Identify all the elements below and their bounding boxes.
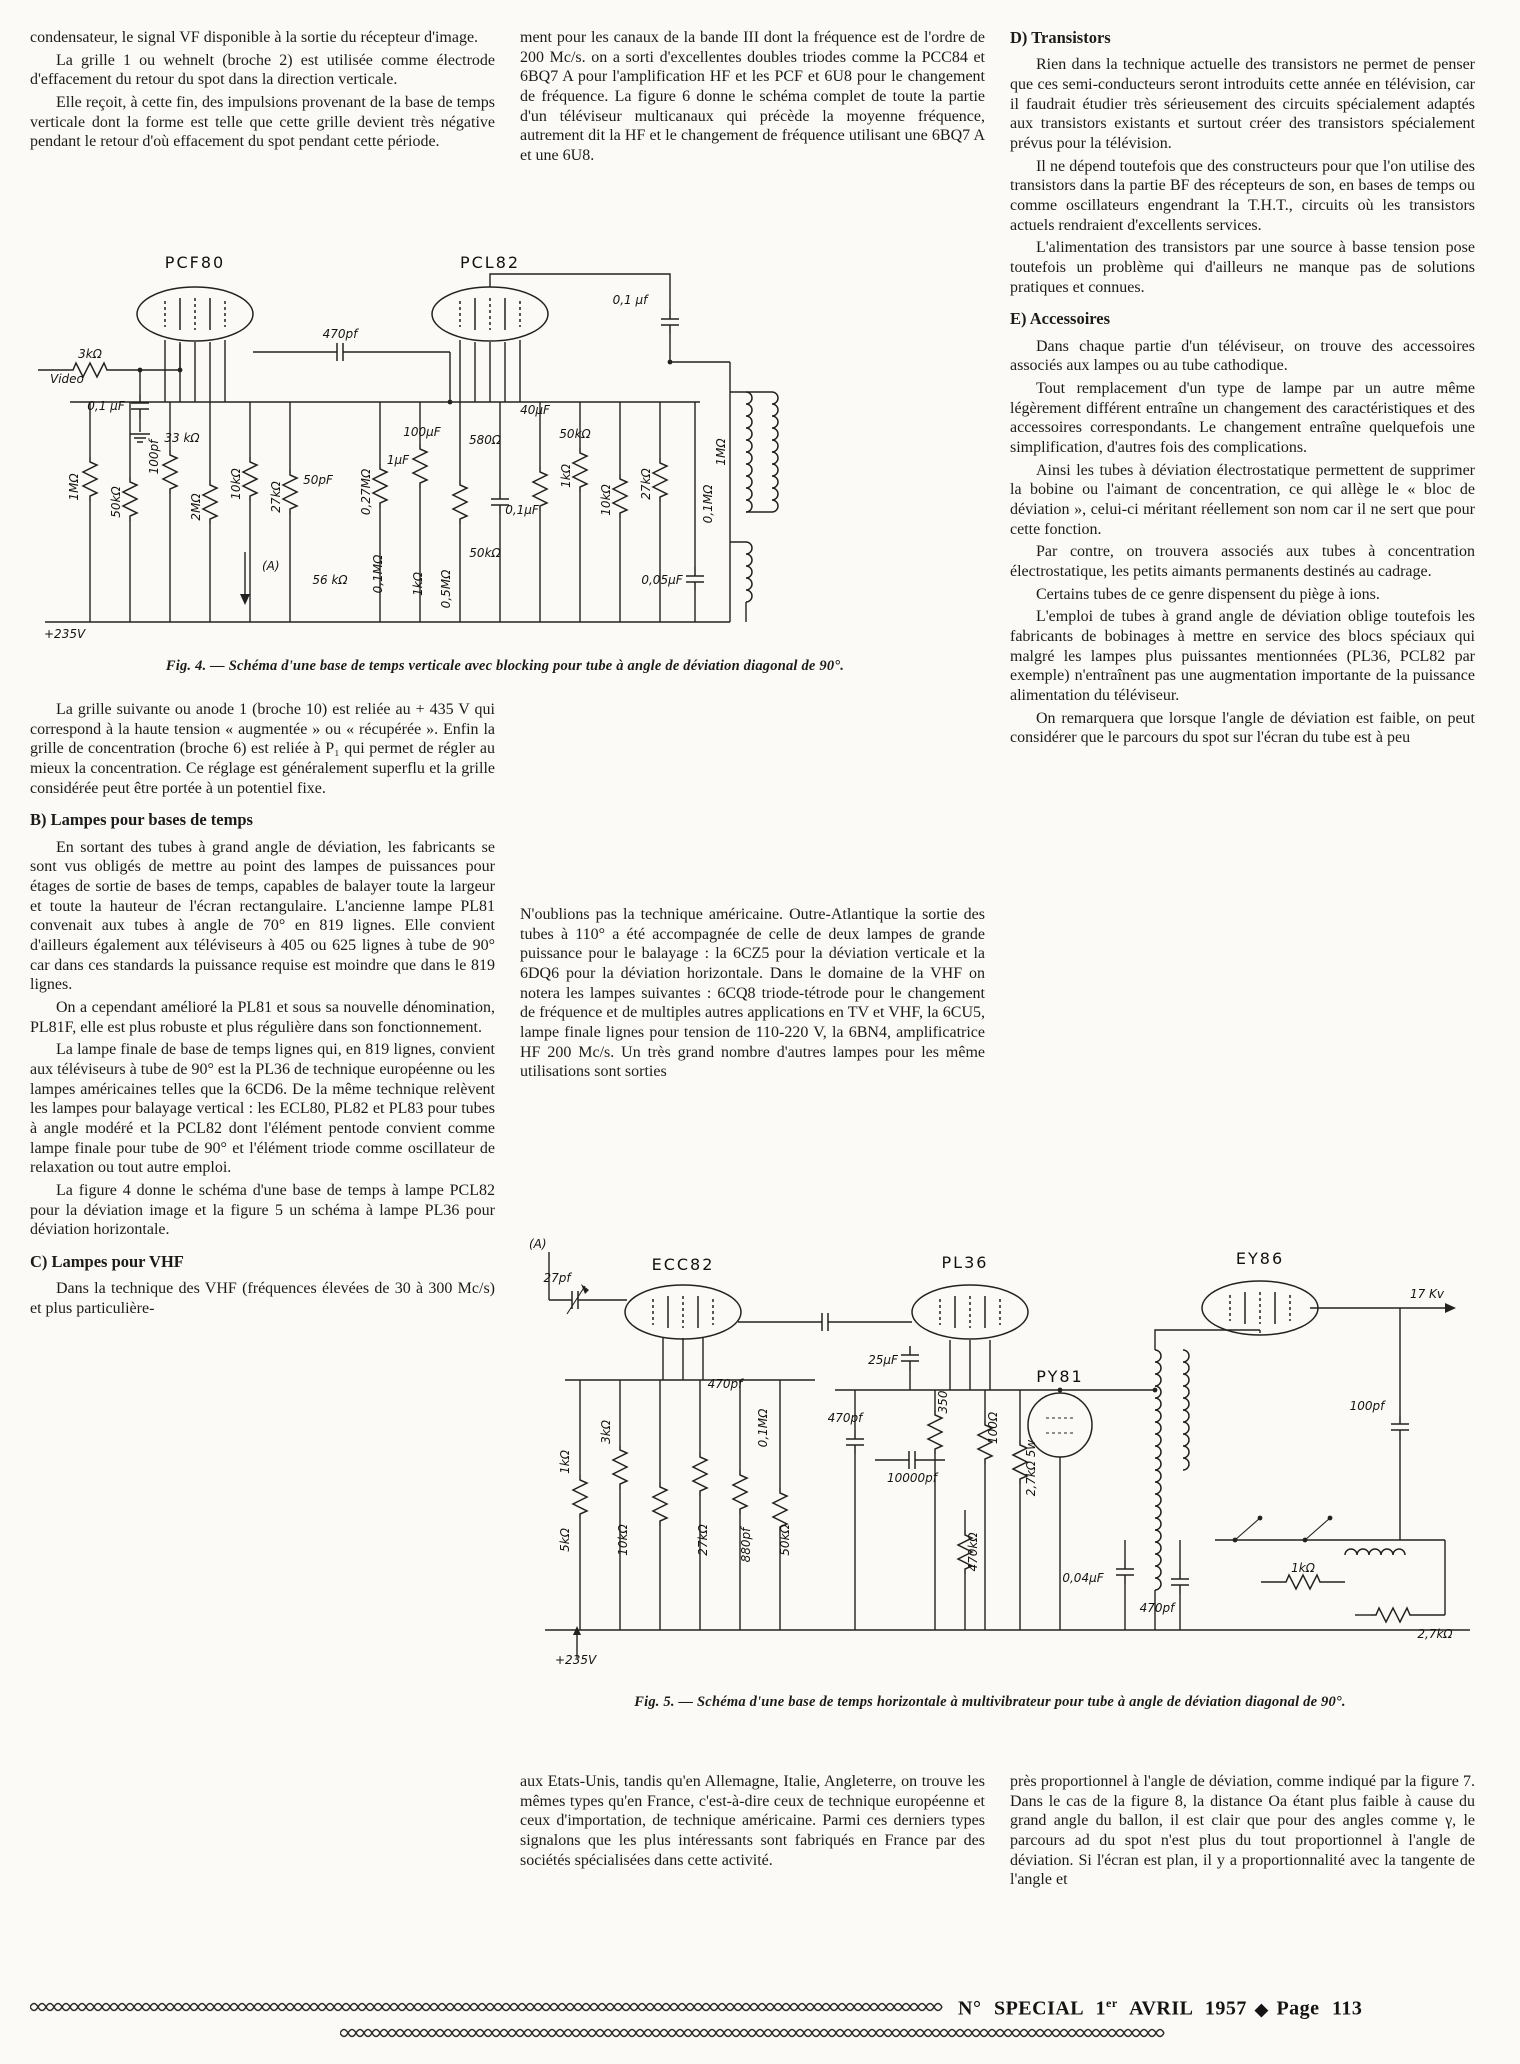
component-label: 1kΩ [559, 464, 573, 488]
input-label: Video [50, 372, 84, 386]
component-label: 470pf [1139, 1601, 1175, 1615]
component-label: 50kΩ [469, 546, 501, 560]
component-label: 1kΩ [558, 1450, 572, 1474]
component-label: 27pf [543, 1271, 571, 1285]
column-1-bottom [30, 700, 495, 1322]
circuit-components [573, 1346, 1445, 1630]
tube-label-pl36: PL36 [941, 1253, 989, 1272]
component-label: 10kΩ [616, 1524, 630, 1556]
paragraph: Par contre, on trouvera associés aux tubes à concentration électrostatique, les petits aimants permanents destinés au cadrage. [1010, 543, 1475, 581]
paragraph: Elle reçoit, à cette fin, des impulsions provenant de la base de temps verticale dont la forme est telle que cette grille devient très négative pendant le retour d'où effacement du spot pendant cette période. [30, 94, 495, 151]
component-labels [44, 293, 728, 641]
component-label: 470kΩ [966, 1532, 980, 1572]
column-3 [1010, 28, 1475, 751]
tube-pcf80 [137, 253, 253, 341]
column-2-top [520, 28, 985, 169]
component-label: 470pf [827, 1411, 863, 1425]
component-label: 40μF [520, 403, 550, 417]
tube-label-pcf80: PCF80 [164, 253, 226, 272]
paragraph: N'oublions pas la technique américaine. Outre-Atlantique la sortie des tubes à 110° a été accompagnée de celle de deux lampes de grande puissance pour le balayage : la 6CZ5 pour la déviation verticale et la 6DQ6 pour la déviation horizontale. Dans le domaine de la VHF on notera les lampes suivantes : 6CQ8 triode-tétrode pour le changement de fréquence et de multiples autres applications en TV et VHF, la 6CU5, lampe finale lignes pour tension de 110-220 V, la 6BN4, amplificatrice HF 200 Mc/s. Un très grand nombre d'autres lampes pour les même utilisations sont sorties [520, 906, 985, 1081]
node-a-label: (A) [529, 1237, 547, 1251]
paragraph: La lampe finale de base de temps lignes qui, en 819 lignes, convient aux téléviseurs à tube de 90° est la PL36 de technique européenne ou les lampes américaines telles que la 6CD6. De la même technique relèvent les lampes pour balayage vertical : les ECL80, PL82 et PL83 pour tubes à angle modéré et la PCL82 dont l'élément pentode convient comme lampe finale pour tube de 90° et l'élément triode comme oscillateur de relaxation ou tout autre emploi. [30, 1041, 495, 1177]
component-label: 1μF [386, 453, 410, 467]
section-heading-e: E) Accessoires [1010, 309, 1111, 329]
footer-issue-ordinal: er [1106, 1996, 1118, 2010]
component-label: 27kΩ [696, 1524, 710, 1556]
component-label: 0,1μF [505, 503, 539, 517]
figure-4-caption: Fig. 4. — Schéma d'une base de temps verticale avec blocking pour tube à angle de déviation diagonal de 90°. [165, 658, 845, 674]
paragraph: Dans chaque partie d'un téléviseur, on trouve des accessoires associés aux lampes ou au tube cathodique. [1010, 337, 1475, 375]
figure-4-schematic [30, 252, 980, 647]
footer-issue-prefix: N° SPECIAL 1 [958, 1997, 1107, 2020]
tube-ecc82 [625, 1255, 741, 1339]
paragraph: La grille 1 ou wehnelt (broche 2) est utilisée comme électrode d'effacement du retour du spot dans la direction verticale. [30, 51, 495, 89]
tube-label-pcl82: PCL82 [459, 253, 521, 272]
component-label: 1MΩ [714, 438, 728, 466]
paragraph: On a cependant amélioré la PL81 et sous sa nouvelle dénomination, PL81F, elle est plus robuste et plus régulière dans son fonctionnement. [30, 999, 495, 1036]
component-label: 50kΩ [778, 1524, 792, 1556]
supply-label: +235V [555, 1653, 597, 1667]
tube-label-py81: PY81 [1036, 1367, 1084, 1386]
node-a-label: (A) [262, 559, 280, 573]
paragraph: En sortant des tubes à grand angle de déviation, les fabricants se sont vus obligés de mettre au point des lampes de puissances pour étages de sortie de bases de temps, capables de balayer toute la largeur et toute la hauteur de l'écran rectangulaire. L'ancienne lampe PL81 convenait aux tubes à angle de 70° en 819 lignes. Elle convient d'ailleurs également aux téléviseurs à 405 ou 625 lignes à tube de 90° car dans ces standards la puissance requise est moindre que dans le 819 lignes. [30, 838, 495, 994]
tube-ey86 [1202, 1249, 1318, 1335]
tube-pcl82 [432, 253, 548, 341]
component-label: 0,1MΩ [701, 484, 715, 524]
column-3-bottom [1010, 1772, 1475, 1893]
component-label: 0,04μF [1062, 1571, 1104, 1585]
diamond-icon: ◆ [1254, 1999, 1269, 2019]
column-1-top [30, 28, 495, 155]
component-label: 470pf [322, 327, 358, 341]
figure-5-caption: Fig. 5. — Schéma d'une base de temps horizontale à multivibrateur pour tube à angle de déviation diagonal de 90°. [634, 1694, 1346, 1710]
component-label: 100pf [147, 439, 161, 475]
component-label: 2,7kΩ 5w [1024, 1439, 1038, 1497]
paragraph: Dans la technique des VHF (fréquences élevées de 30 à 300 Mc/s) et plus particulière- [30, 1280, 495, 1318]
component-label: 10kΩ [229, 468, 243, 500]
supply-label: +235V [44, 627, 86, 641]
paragraph: L'emploi de tubes à grand angle de déviation oblige toutefois les fabricants de bobinages à mettre en service des blocs spéciaux qui malgré les lampes plus puissantes mentionnées (PL36, PCL82 par exemple) n'entraînent pas une augmentation importante de la puissance alimentation du téléviseur. [1010, 608, 1475, 705]
component-label: 33 kΩ [164, 431, 200, 445]
component-label: 3kΩ [78, 347, 102, 361]
component-label: 0,27MΩ [359, 468, 373, 516]
component-label: 350 [936, 1390, 950, 1414]
component-label: 0,1 μF [87, 399, 125, 413]
component-label: 100μF [403, 425, 441, 439]
tube-pl36 [912, 1253, 1028, 1339]
component-label: 25μF [868, 1353, 898, 1367]
component-label: 2,7kΩ [1417, 1627, 1453, 1641]
paragraph: Certains tubes de ce genre dispensent du piège à ions. [1036, 585, 1380, 603]
component-label: 0,05μF [641, 573, 683, 587]
paragraph: condensateur, le signal VF disponible à la sortie du récepteur d'image. [30, 29, 479, 46]
paragraph: aux Etats-Unis, tandis qu'en Allemagne, Italie, Angleterre, on trouve les mêmes types qu'en France, c'est-à-dire ceux de technique européenne et ceux d'importation, de technique américaine. Parmi ces derniers types signalons que les plus intéressants sont fabriqués en France par des sociétés spécialisées dans cette activité. [520, 1773, 985, 1869]
component-label: 0,5MΩ [439, 569, 453, 609]
footer-issue-suffix: AVRIL 1957 [1117, 1997, 1247, 2020]
component-label: 0,1MΩ [371, 554, 385, 594]
component-label: 580Ω [468, 433, 502, 447]
paragraph: On remarquera que lorsque l'angle de déviation est faible, on peut considérer que le parcours du spot sur l'écran du tube est à peu [1010, 709, 1475, 747]
section-heading-b: B) Lampes pour bases de temps [30, 810, 253, 830]
footer-rule-wave-left [30, 2000, 950, 2014]
component-label: 50kΩ [559, 427, 591, 441]
component-label: 27kΩ [639, 468, 653, 500]
paragraph: près proportionnel à l'angle de déviation, comme indiqué par la figure 7. Dans le cas de la figure 8, la distance Oa étant plus faible à cause du grand angle du ballon, il est clair que pour des angles comme γ, le parcours ad du spot n'est plus du tout proportionnel à l'angle de déviation. Si l'écran est plan, il y a proportionnalité avec la tangente de l'angle et [1010, 1773, 1475, 1889]
footer-issue-info [958, 1996, 1498, 2021]
column-2-bottom [520, 1772, 985, 1873]
paragraph: L'alimentation des transistors par une source à basse tension pose toutefois un problème qui d'ailleurs ne manque pas de solutions pratiques et connues. [1010, 239, 1475, 296]
component-label: 0,1MΩ [756, 1408, 770, 1448]
component-label: 50kΩ [109, 486, 123, 518]
component-label: 50pF [303, 473, 333, 487]
component-label: 100pf [1349, 1399, 1385, 1413]
component-label: 2MΩ [189, 493, 203, 521]
tube-label-ey86: EY86 [1235, 1249, 1285, 1268]
paragraph: Il ne dépend toutefois que des constructeurs pour que l'on utilise des transistors dans la partie BF des récepteurs de son, en bases de temps ou comme oscillateurs engendrant la T.H.T., circuits où les transistors actuels rendraient d'excellents services. [1010, 157, 1475, 234]
component-label: 3kΩ [599, 1420, 613, 1444]
paragraph: La grille suivante ou anode 1 (broche 10) est reliée au + 435 V qui correspond à la haute tension « augmentée » ou « récupérée ». Enfin la grille de concentration (broche 6) est reliée à P₁ qui permet de régler au mieux la concentration. Ce réglage est généralement superflu et la grille considérée peut être portée à un potentiel fixe. [30, 701, 495, 797]
component-label: 10000pf [886, 1471, 938, 1485]
circuit-wiring [545, 1252, 1470, 1658]
column-2-middle [520, 905, 985, 1085]
section-heading-c: C) Lampes pour VHF [30, 1252, 184, 1272]
paragraph: Tout remplacement d'un type de lampe par un autre même légèrement différent entraîne un changement des caractéristiques et des accessoires correspondants. Le changement entraîne quelquefois une simplification, d'autres fois des complications. [1010, 379, 1475, 456]
component-label: 1kΩ [1291, 1561, 1315, 1575]
paragraph: Ainsi les tubes à déviation électrostatique permettent de supprimer la bobine ou l'aimant de concentration, ce qui allège le « bloc de déviation », celui-ci méritant réellement son nom car il ne sert que pour cette fonction. [1010, 461, 1475, 538]
paragraph: Rien dans la technique actuelle des transistors ne permet de penser que ces semi-conducteurs seront introduits cette année en télévision, car il faudrait étudier très sérieusement des circuits spécialement adaptés aux transistors existants et surtout créer des transistors spécialement prévus pour la télévision. [1010, 56, 1475, 152]
component-label: 56 kΩ [312, 573, 348, 587]
component-label: 27kΩ [269, 481, 283, 513]
component-label: 880pf [739, 1527, 753, 1563]
figure-5-schematic [515, 1230, 1500, 1680]
component-label: 470pf [707, 1377, 743, 1391]
footer-rule-wave-bottom [340, 2026, 1170, 2040]
component-label: 100Ω [986, 1411, 1000, 1445]
hv-label: 17 Kv [1409, 1287, 1445, 1301]
component-label: 5kΩ [558, 1528, 572, 1552]
footer-page-number: Page 113 [1276, 1997, 1363, 2020]
tube-label-ecc82: ECC82 [651, 1255, 715, 1274]
component-label: 1kΩ [411, 572, 425, 596]
component-label: 10kΩ [599, 484, 613, 516]
component-label: 1MΩ [67, 473, 81, 501]
paragraph: La figure 4 donne le schéma d'une base de temps à lampe PCL82 pour la déviation image et la figure 5 un schéma à lampe PL36 pour déviation horizontale. [30, 1182, 495, 1239]
paragraph: ment pour les canaux de la bande III dont la fréquence est de l'ordre de 200 Mc/s. on a sorti d'excellentes doubles triodes comme la PCC84 et 6BQ7 A pour l'amplification HF et les PCF et 6U8 pour le changement de fréquence. La figure 6 donne le schéma complet de toute la partie d'un téléviseur multicanaux qui précède la moyenne fréquence, autrement dit la HF et le changement de fréquence utilisant une 6BQ7 A et une 6U8. [520, 29, 985, 165]
section-heading-d: D) Transistors [1010, 28, 1111, 47]
component-label: 0,1 μf [612, 293, 648, 307]
